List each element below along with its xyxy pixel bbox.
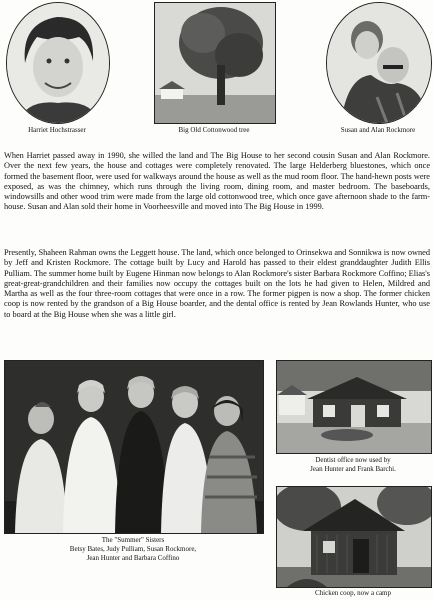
coop-caption: Chicken coop, now a camp — [314, 589, 391, 597]
harriet-caption: Harriet Hochstrasser — [28, 126, 86, 134]
sisters-caption-names-2: Jean Hunter and Barbara Coffino — [86, 554, 180, 562]
paragraph-present-owners: Presently, Shaheen Rahman owns the Leggett house. The land, which once belonged to Orinsekwa and Sonnikwa is now owned by Jeff and Kristen Rockmore. The cottage built by Lucy and Harold has passed to their eldest granddaughter Judith Ellis Pulliam. The summer home built by Eugene Hinman now belongs to Alan Rockmore's sister Barbara Rockmore Coffino; Elias's great-great-grandchildren and their families now occupy the cottages built on the lots he had given to Helen, Mildred and Martha as well as the four three-room cottages that were once in a row. The former pigpen is now a shop. The former chicken coop is now rented by the grandson of a Big House boarder, and the dental office is rented by Jean Rowlands Hunter, who use to board at the Big House when she was a little girl. — [4, 248, 430, 319]
cottonwood-tree-photo — [154, 2, 276, 124]
dentist-office-photo — [276, 360, 432, 454]
chicken-coop-photo — [276, 486, 432, 588]
dentist-caption-1: Dentist office now used by — [315, 456, 391, 464]
dentist-caption-2: Jean Hunter and Frank Barchi. — [310, 465, 396, 473]
sisters-caption-title: The "Summer" Sisters — [101, 536, 165, 544]
paragraph-renovation: When Harriet passed away in 1990, she willed the land and The Big House to her second cousin Susan and Alan Rockmore. Over the next few years, the house and cottages were completely renovated. The large Helderberg bluestones, which once formed the basement floor, were used for walkways around the house as well as the mud room floor. The hand-hewn posts were exposed, as was the chimney, which runs through the living room, dining room, and master bedroom. The baseboards, windowsills and other wood trim were made from the large old cottonwood tree, which once gave afternoon shade to the farm-house. Susan and Alan sold their home in Voorheesville and moved into The Big House in 1999. — [4, 151, 430, 212]
rockmores-caption: Susan and Alan Rockmore — [340, 126, 416, 134]
summer-sisters-photo — [4, 360, 264, 534]
harriet-portrait-photo — [6, 2, 110, 124]
rockmores-portrait-photo — [326, 2, 432, 124]
tree-caption: Big Old Cottonwood tree — [178, 126, 250, 134]
sisters-caption-names-1: Betsy Bates, Judy Pulliam, Susan Rockmore, — [69, 545, 197, 553]
